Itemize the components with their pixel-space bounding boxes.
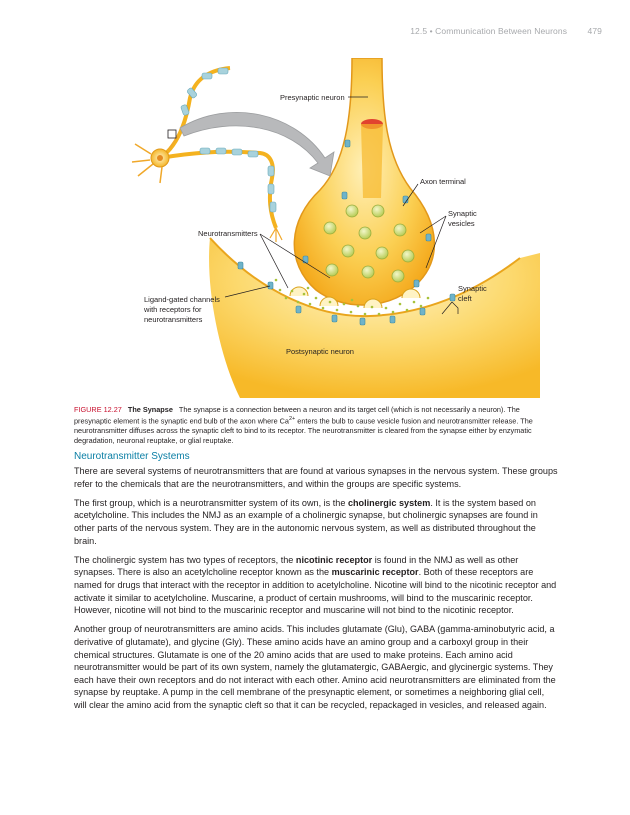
label-ligand-gated-1: Ligand-gated channels bbox=[144, 295, 220, 304]
label-ligand-gated-3: neurotransmitters bbox=[144, 315, 203, 324]
neuron-thumbnail bbox=[132, 68, 282, 242]
synapse-illustration bbox=[120, 58, 540, 398]
label-postsynaptic-neuron: Postsynaptic neuron bbox=[286, 347, 354, 356]
paragraph-3-text-c: . Both of these receptors are named for drugs that interact with the receptor in addition to acetylcholine. Nicotine will bind to the nicotinic receptor and activate it similar to acetylcholine. Muscarine, a product of certain mushrooms, will bind to the muscarinic receptor. However, nicotine will not bind to the muscarinic receptor and muscarine will not bind to the nicotinic receptor. bbox=[74, 567, 557, 616]
label-synaptic-vesicles-2: vesicles bbox=[448, 219, 475, 228]
axon-core bbox=[361, 124, 383, 198]
running-header bbox=[410, 26, 602, 36]
label-ligand-gated-2: with receptors for bbox=[144, 305, 202, 314]
figure-number: FIGURE 12.27 bbox=[74, 405, 122, 414]
section-heading: Neurotransmitter Systems bbox=[74, 451, 190, 462]
header-section-title: 12.5 • Communication Between Neurons bbox=[410, 26, 568, 36]
label-presynaptic-neuron: Presynaptic neuron bbox=[280, 93, 345, 102]
paragraph-2-text-a: The first group, which is a neurotransmitter system of its own, is the bbox=[74, 497, 348, 508]
body-text bbox=[74, 465, 558, 718]
paragraph-4: Another group of neurotransmitters are amino acids. This includes glutamate (Glu), GABA (gamma-aminobutyric acid, a derivative of glutamate), and glycine (Gly). These amino acids have an amino group and a carboxyl group in their chemical structures. Glutamate is one of the 20 amino acids that are used to make proteins. Each amino acid neurotransmitter would be part of its own system, namely the glutamatergic, GABAergic, and glycinergic systems. They each have their own receptors and do not interact with each other. Amino acid neurotransmitters are eliminated from the synapse by reuptake. A pump in the cell membrane of the presynaptic element, or sometimes a neighboring glial cell, will clear the amino acid from the synaptic cleft so that it can be recycled, repackaged in vesicles, and released again. bbox=[74, 624, 556, 710]
label-synaptic-cleft-1: Synaptic bbox=[458, 284, 487, 293]
label-synaptic-cleft-2: cleft bbox=[458, 294, 472, 303]
synapse-figure bbox=[120, 58, 540, 398]
paragraph-3 bbox=[74, 554, 558, 617]
paragraph-3-text-b: is found in the NMJ as well as other synapses. There is also an acetylcholine receptor known as the bbox=[74, 554, 519, 578]
figure-title: The Synapse bbox=[127, 405, 173, 414]
paragraph-1: There are several systems of neurotransmitters that are found at various synapses in the nervous system. These groups refer to the chemicals that are the neurotransmitters, and within the groups are specific systems. bbox=[74, 466, 558, 489]
paragraph-3-text-a: The cholinergic system has two types of receptors, the bbox=[74, 554, 296, 565]
paragraph-2-text-b: . It is the system based on acetylcholine. This includes the NMJ as an example of a cholinergic synapse, but cholinergic synapses are found in other parts of the nervous system. They are in the autonomic nervous system, as well as distributed throughout the brain. bbox=[74, 497, 538, 546]
label-neurotransmitters: Neurotransmitters bbox=[198, 229, 258, 238]
label-synaptic-vesicles-1: Synaptic bbox=[448, 209, 477, 218]
paragraph-2 bbox=[74, 497, 558, 547]
caption-text-2: enters the bulb to cause vesicle fusion and neurotransmitter release. The neurotransmitter diffuses across the synaptic cleft to bind to its receptor. The neurotransmitter is cleared from the synapse either by enzymatic degradation, neuronal reuptake, or glial reuptake. bbox=[74, 416, 533, 446]
figure-caption bbox=[74, 405, 556, 446]
zoom-arrow bbox=[180, 112, 334, 176]
caption-text-1: The synapse is a connection between a neuron and its target cell (which is not necessarily a neuron). The presynaptic element is the synaptic end bulb of the axon where Ca bbox=[74, 405, 520, 426]
term-muscarinic-receptor: muscarinic receptor bbox=[331, 567, 419, 578]
caption-superscript: 2+ bbox=[288, 415, 296, 422]
term-cholinergic-system: cholinergic system bbox=[347, 497, 431, 508]
term-nicotinic-receptor: nicotinic receptor bbox=[295, 554, 373, 565]
page-number: 479 bbox=[587, 26, 602, 36]
label-axon-terminal: Axon terminal bbox=[420, 177, 466, 186]
